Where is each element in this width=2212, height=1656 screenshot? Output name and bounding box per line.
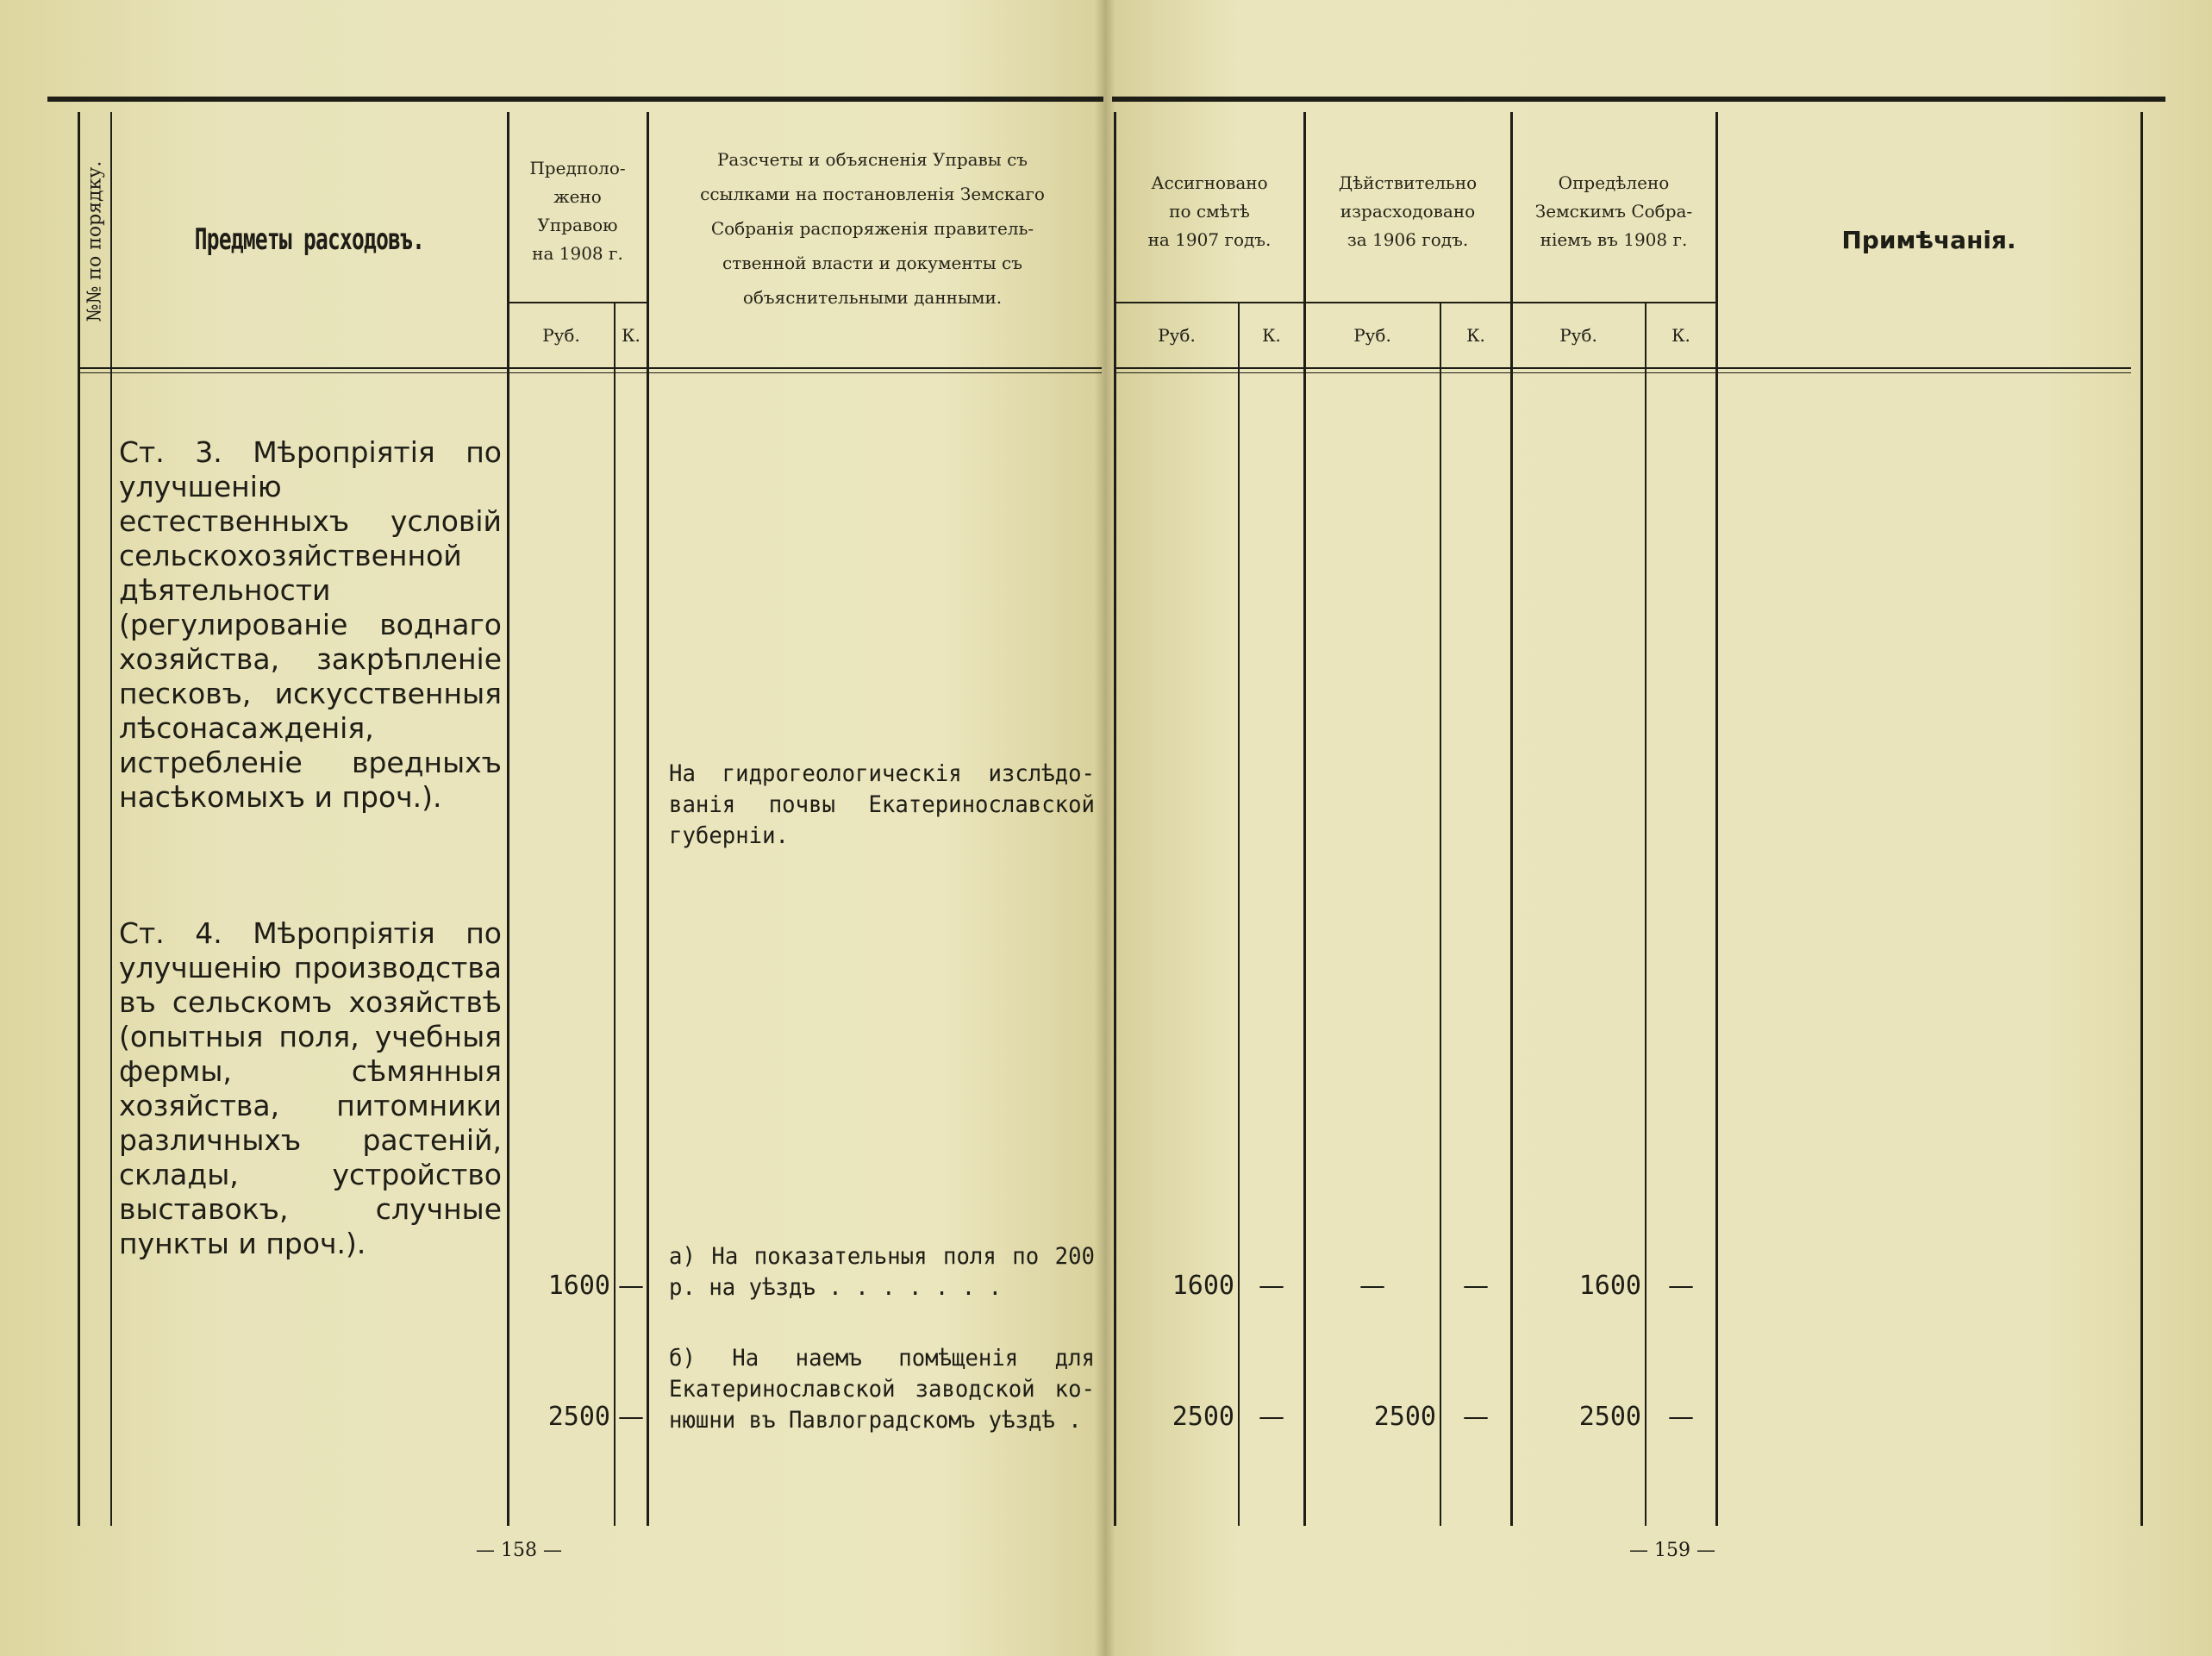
explanation-stable-rent: б) На наемъ помѣщенія для Екатеринославской заводской конюшни въ Павлоградскомъ уѣздѣ .	[669, 1345, 1095, 1434]
col-rule-notes-right	[2140, 112, 2143, 1526]
spent-kop-label: К.	[1466, 325, 1485, 346]
spent-rub-label: Руб.	[1353, 325, 1391, 346]
assigned-kop-label: К.	[1262, 325, 1281, 346]
header-bottom-rule-left-2	[78, 372, 1102, 373]
row2-determined-kop: —	[1668, 1402, 1694, 1432]
header-bottom-rule-right-2	[1114, 372, 2131, 373]
row2-proposed-rub: 2500	[547, 1402, 610, 1432]
row1-assigned-kop: —	[1259, 1271, 1284, 1301]
row1-spent-rub: —	[1359, 1271, 1385, 1301]
article-3-text: Ст. 3. Мѣропріятія по улучшенію естественныхъ условій сельскохозяйственной дѣятельности (регулированіе воднаго хозяйства, закрѣпленіе песковъ, искусственныя лѣсонасажденія, истребленіе вредныхъ насѣкомыхъ и проч.).	[119, 435, 502, 814]
determined-kop-label: К.	[1671, 325, 1690, 346]
row1-proposed-kop: —	[618, 1271, 644, 1301]
col-rule-determined-kop	[1645, 303, 1647, 1526]
row1-determined-kop: —	[1668, 1271, 1694, 1301]
row1-assigned-rub: 1600	[1172, 1271, 1234, 1301]
col-rule-proposed-kop	[614, 303, 615, 1526]
header-proposed: Предполо- жено Управою на 1908 г.	[529, 158, 626, 264]
row1-spent-kop: —	[1463, 1271, 1489, 1301]
proposed-rub-label: Руб.	[542, 325, 580, 346]
row1-proposed-rub: 1600	[547, 1271, 610, 1301]
header-spent: Дѣйствительно израсходовано за 1906 годъ.	[1338, 172, 1478, 250]
row2-proposed-kop: —	[618, 1402, 644, 1432]
row2-assigned-kop: —	[1259, 1402, 1284, 1432]
col-rule-spent-kop	[1440, 303, 1441, 1526]
header-bottom-rule-left	[78, 367, 1102, 369]
top-rule-right	[1112, 97, 2165, 102]
row2-spent-rub: 2500	[1373, 1402, 1436, 1432]
determined-rub-label: Руб.	[1559, 325, 1597, 346]
explanation-demo-fields: а) На показательныя поля по 200 р. на уѣздъ . . . . . . .	[669, 1243, 1095, 1301]
row2-determined-rub: 2500	[1578, 1402, 1641, 1432]
row2-spent-kop: —	[1463, 1402, 1489, 1432]
article-4-text: Ст. 4. Мѣропріятія по улучшенію производства въ сельскомъ хозяйствѣ (опытныя поля, учебныя фермы, сѣмянныя хозяйства, питомники различныхъ растеній, склады, устройство выставокъ, случные пункты и проч.).	[119, 916, 502, 1260]
header-notes: Примѣчанія.	[1841, 225, 2016, 254]
header-bottom-rule-right	[1114, 367, 2131, 369]
right-page-number: — 159 —	[1629, 1540, 1715, 1561]
col-rule-assigned-kop	[1238, 303, 1240, 1526]
header-assigned: Ассигновано по смѣтѣ на 1907 годъ.	[1147, 172, 1272, 250]
header-determined: Опредѣлено Земскимъ Собра- ніемъ въ 1908 г.	[1534, 172, 1693, 250]
header-explanations: Разсчеты и объясненія Управы съ ссылками на постановленія Земскаго Собранія распоряженія правитель- ственной власти и документы съ объяснительными данными.	[700, 149, 1045, 308]
assigned-rub-label: Руб.	[1158, 325, 1196, 346]
row2-assigned-rub: 2500	[1172, 1402, 1234, 1432]
proposed-kop-label: К.	[622, 325, 640, 346]
header-number-column: №№ по порядку.	[84, 160, 106, 322]
row1-determined-rub: 1600	[1578, 1271, 1641, 1301]
top-rule-left	[47, 97, 1103, 102]
book-gutter	[1095, 0, 1115, 1656]
explanation-hydrogeology: На гидрогеологическія изслѣдованія почвы Екатеринославской губерніи.	[669, 760, 1095, 849]
header-items-title: Предметы расходовъ.	[194, 222, 425, 257]
left-page-number: — 158 —	[476, 1540, 562, 1561]
